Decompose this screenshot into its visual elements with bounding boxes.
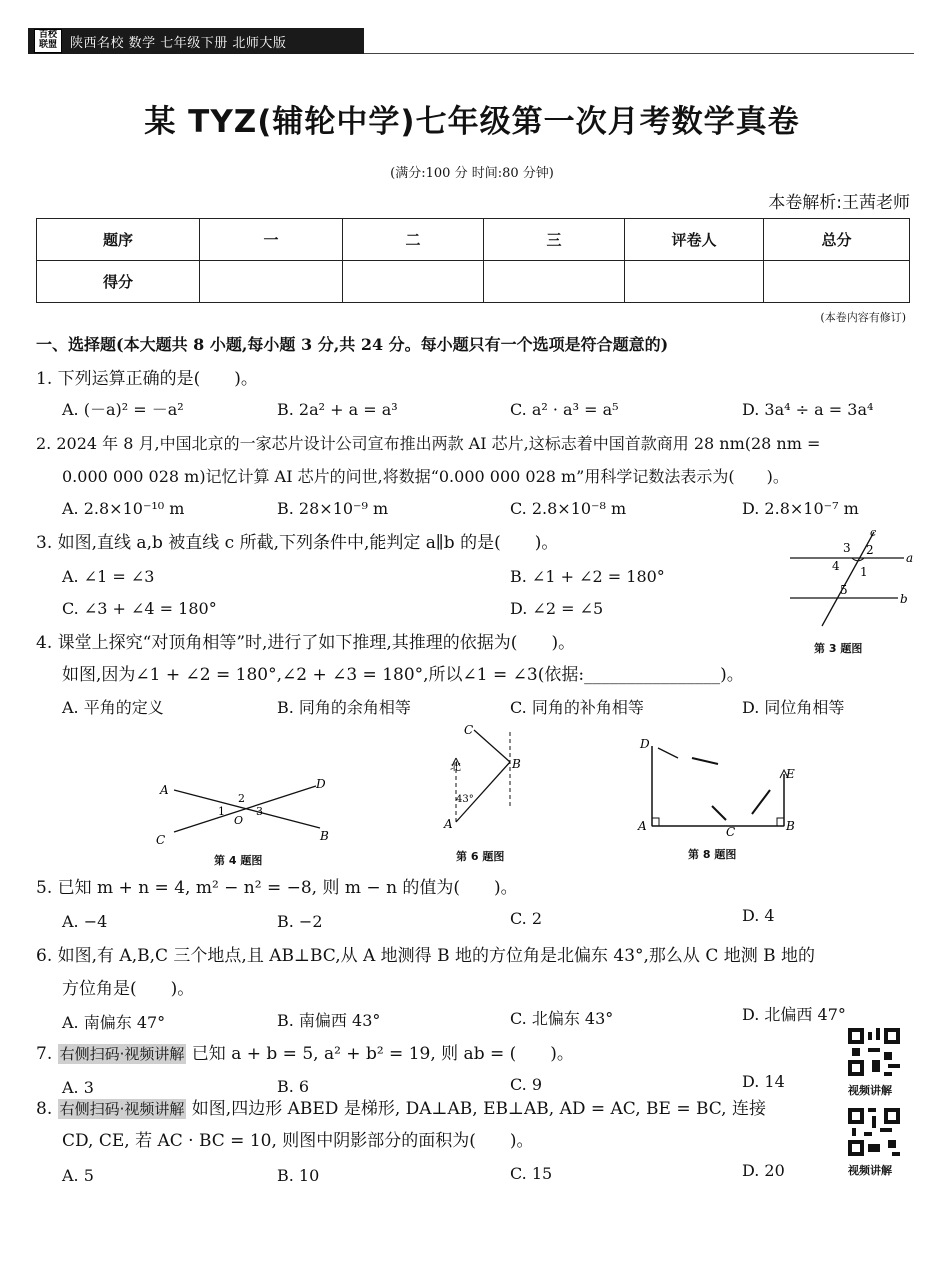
figure-8	[634, 734, 800, 840]
option: D. 同位角相等	[742, 698, 845, 717]
option: A. 2.8×10⁻¹⁰ m	[62, 499, 185, 518]
figure-3	[786, 526, 914, 636]
svg-text:1: 1	[218, 805, 225, 818]
option: D. 3a⁴ ÷ a = 3a⁴	[742, 400, 874, 419]
svg-text:B: B	[512, 757, 521, 771]
header-divider	[364, 53, 914, 54]
option: D. ∠2 = ∠5	[510, 599, 604, 618]
option: A. ∠1 = ∠3	[62, 567, 155, 586]
option: D. 2.8×10⁻⁷ m	[742, 499, 859, 518]
table-cell: 三	[484, 219, 625, 261]
option: A. (－a)² = －a²	[62, 400, 184, 419]
qr-code-icon[interactable]	[848, 1028, 900, 1076]
option: A. 南偏东 47°	[62, 1013, 166, 1032]
option: B. 南偏西 43°	[277, 1011, 381, 1030]
publisher-logo: 百校联盟	[34, 29, 62, 53]
question-7: 7. 右侧扫码·视频讲解 已知 a + b = 5, a² + b² = 19, 则 ab = ( )。	[36, 1044, 574, 1064]
svg-text:3: 3	[256, 805, 263, 818]
svg-text:C: C	[464, 723, 474, 737]
svg-text:1: 1	[860, 565, 868, 579]
question-6-cont: 方位角是( )。	[62, 979, 195, 999]
question-5: 5. 已知 m + n = 4, m² − n² = −8, 则 m − n 的值为( )。	[36, 878, 518, 898]
page-title: 某 TYZ(辅轮中学)七年级第一次月考数学真卷	[144, 104, 800, 140]
question-6: 6. 如图,有 A,B,C 三个地点,且 AB⊥BC,从 A 地测得 B 地的方位角是北偏东 43°,那么从 C 地测 B 地的	[36, 946, 816, 966]
video-tag[interactable]: 右侧扫码·视频讲解	[59, 1100, 185, 1118]
question-1: 1. 下列运算正确的是( )。	[36, 369, 258, 389]
score-input-cell[interactable]	[343, 261, 484, 303]
svg-text:c: c	[870, 526, 877, 539]
svg-text:A: A	[638, 819, 647, 833]
svg-text:B: B	[786, 819, 795, 833]
exam-info: (满分:100 分 时间:80 分钟)	[390, 166, 554, 181]
option: D. 14	[742, 1072, 785, 1091]
option: B. 28×10⁻⁹ m	[277, 499, 389, 518]
svg-text:a: a	[906, 551, 914, 565]
figure-3-caption: 第 3 题图	[814, 642, 863, 655]
svg-text:5: 5	[840, 583, 848, 597]
svg-text:2: 2	[866, 543, 874, 557]
question-3: 3. 如图,直线 a,b 被直线 c 所截,下列条件中,能判定 a∥b 的是( )。	[36, 533, 559, 553]
figure-6-caption: 第 6 题图	[456, 850, 505, 863]
option: C. 2.8×10⁻⁸ m	[510, 499, 627, 518]
option: C. 北偏东 43°	[510, 1009, 614, 1028]
svg-text:D: D	[640, 737, 650, 751]
option: D. 北偏西 47°	[742, 1005, 846, 1024]
svg-text:b: b	[900, 592, 908, 606]
svg-text:B: B	[320, 829, 329, 843]
qr-code-icon[interactable]	[848, 1108, 900, 1156]
table-cell: 一	[200, 219, 343, 261]
analysis-teacher: 本卷解析:王茜老师	[768, 193, 910, 213]
header-bar	[28, 28, 364, 54]
question-2: 2. 2024 年 8 月,中国北京的一家芯片设计公司宣布推出两款 AI 芯片,这标志着中国首款商用 28 nm(28 nm =	[36, 434, 821, 453]
option: D. 20	[742, 1161, 785, 1180]
svg-text:3: 3	[843, 541, 851, 555]
qr-caption: 视频讲解	[848, 1084, 892, 1097]
option: B. 6	[277, 1077, 310, 1096]
score-input-cell[interactable]	[200, 261, 343, 303]
option: B. ∠1 + ∠2 = 180°	[510, 567, 665, 586]
score-table	[36, 218, 910, 303]
option: A. 3	[62, 1078, 94, 1097]
option: C. 9	[510, 1075, 543, 1094]
section-heading: 一、选择题(本大题共 8 小题,每小题 3 分,共 24 分。每小题只有一个选项是符合题意的)	[36, 335, 669, 354]
svg-text:43°: 43°	[456, 794, 474, 805]
option: A. 平角的定义	[62, 698, 164, 717]
option: B. 2a² + a = a³	[277, 400, 398, 419]
option: C. 同角的补角相等	[510, 698, 644, 717]
table-cell: 得分	[37, 261, 200, 303]
table-cell: 题序	[37, 219, 200, 261]
svg-text:C: C	[156, 833, 166, 847]
series-label: 陕西名校 数学 七年级下册 北师大版	[70, 35, 287, 51]
table-cell: 总分	[764, 219, 910, 261]
option: D. 4	[742, 906, 775, 925]
score-input-cell[interactable]	[625, 261, 764, 303]
figure-4	[150, 770, 340, 850]
option: B. 同角的余角相等	[277, 698, 411, 717]
svg-text:O: O	[234, 814, 244, 827]
option: A. −4	[62, 912, 108, 931]
figure-4-caption: 第 4 题图	[214, 854, 263, 867]
option: C. 2	[510, 909, 543, 928]
qr-caption: 视频讲解	[848, 1164, 892, 1177]
option: C. ∠3 + ∠4 = 180°	[62, 599, 217, 618]
svg-text:C: C	[726, 825, 736, 839]
revision-note: (本卷内容有修订)	[820, 311, 906, 324]
figure-6	[440, 722, 530, 842]
svg-text:A: A	[160, 783, 169, 797]
svg-text:E: E	[786, 767, 795, 781]
svg-text:2: 2	[238, 792, 245, 805]
figure-8-caption: 第 8 题图	[688, 848, 737, 861]
table-row	[37, 261, 910, 303]
video-tag[interactable]: 右侧扫码·视频讲解	[59, 1045, 185, 1063]
table-cell: 评卷人	[625, 219, 764, 261]
question-4-cont: 如图,因为∠1 + ∠2 = 180°,∠2 + ∠3 = 180°,所以∠1 = ∠3(依据:________________)。	[62, 665, 744, 685]
table-cell: 二	[343, 219, 484, 261]
question-2-cont: 0.000 000 028 m)记忆计算 AI 芯片的问世,将数据“0.000 000 028 m”用科学记数法表示为( )。	[62, 467, 789, 486]
option: C. a² · a³ = a⁵	[510, 400, 619, 419]
question-8: 8. 右侧扫码·视频讲解 如图,四边形 ABED 是梯形, DA⊥AB, EB⊥AB, AD = AC, BE = BC, 连接	[36, 1099, 766, 1119]
score-input-cell[interactable]	[484, 261, 625, 303]
option: B. 10	[277, 1166, 320, 1185]
option: B. −2	[277, 912, 323, 931]
svg-text:D: D	[316, 777, 326, 791]
score-input-cell[interactable]	[764, 261, 910, 303]
svg-text:北: 北	[450, 760, 461, 773]
svg-text:4: 4	[832, 559, 840, 573]
question-8-cont: CD, CE, 若 AC · BC = 10, 则图中阴影部分的面积为( )。	[62, 1131, 534, 1151]
svg-text:A: A	[444, 817, 453, 831]
question-4: 4. 课堂上探究“对顶角相等”时,进行了如下推理,其推理的依据为( )。	[36, 633, 576, 653]
option: C. 15	[510, 1164, 553, 1183]
table-row	[37, 219, 910, 261]
option: A. 5	[62, 1166, 94, 1185]
